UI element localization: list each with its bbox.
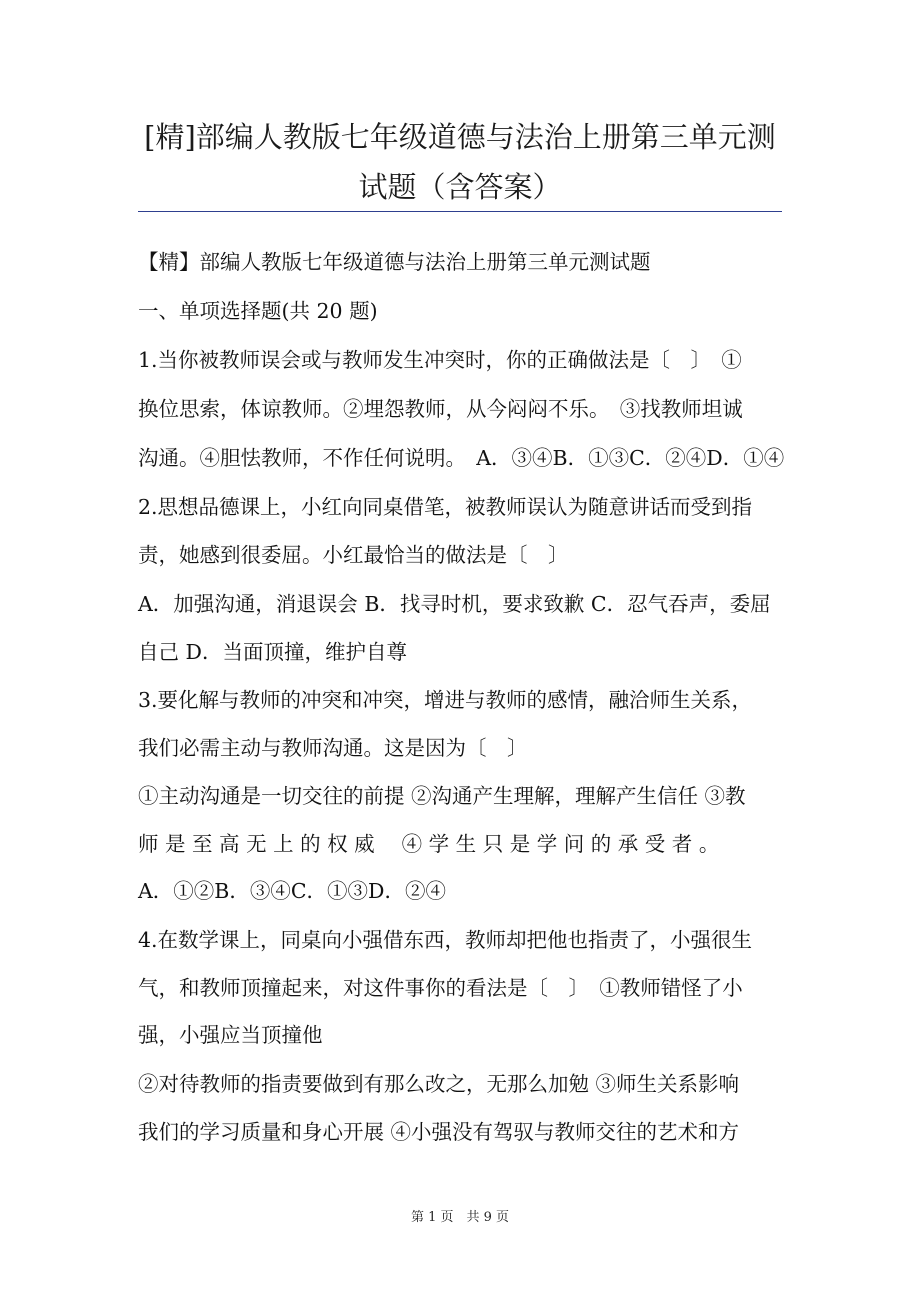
page-number: 第 1 页 共 9 页 <box>410 1210 510 1225</box>
body-line: 强，小强应当顶撞他 <box>138 1023 323 1047</box>
body-line: 沟通。④胆怯教师，不作任何说明。 A．③④B．①③C．②④D．①④ <box>138 446 785 470</box>
body-line: A．①②B．③④C．①③D．②④ <box>138 879 446 903</box>
body-line: ①主动沟通是一切交往的前提 ②沟通产生理解，理解产生信任 ③教 <box>138 784 746 808</box>
body-line: 我们必需主动与教师沟通。这是因为〔 〕 <box>138 736 528 760</box>
document-title <box>138 112 782 212</box>
section-heading: 一、单项选择题(共 20 题) <box>138 299 378 323</box>
body-line: 我们的学习质量和身心开展 ④小强没有驾驭与教师交往的艺术和方 <box>138 1120 740 1144</box>
body-line: 换位思索，体谅教师。②埋怨教师，从今闷闷不乐。 ③找教师坦诚 <box>138 397 743 421</box>
body-line: 4.在数学课上，同桌向小强借东西，教师却把他也指责了，小强很生 <box>138 928 753 952</box>
body-line: 2.思想品德课上，小红向同桌借笔，被教师误认为随意讲话而受到指 <box>138 495 753 519</box>
body-line: 自己 D．当面顶撞，维护自尊 <box>138 640 407 664</box>
body-line: 责，她感到很委屈。小红最恰当的做法是〔 〕 <box>138 543 569 567</box>
body-line: A．加强沟通，消退误会 B．找寻时机，要求致歉 C．忍气吞声，委屈 <box>138 592 771 616</box>
title-line-2: 试题（含答案） <box>358 170 562 204</box>
subtitle: 【精】部编人教版七年级道德与法治上册第三单元测试题 <box>138 250 651 274</box>
page-footer <box>0 1206 920 1225</box>
title-line-1: [精]部编人教版七年级道德与法治上册第三单元测 <box>144 120 776 154</box>
body-line: 1.当你被教师误会或与教师发生冲突时，你的正确做法是〔 〕 ① <box>138 348 742 372</box>
title-divider <box>138 211 782 212</box>
body-line: 师 是 至 高 无 上 的 权 威 ④ 学 生 只 是 学 问 的 承 受 者 。 <box>138 832 720 856</box>
body-line: 气，和教师顶撞起来，对这件事你的看法是〔 〕 ①教师错怪了小 <box>138 976 743 1000</box>
body-line: 3.要化解与教师的冲突和冲突，增进与教师的感情，融洽师生关系， <box>138 688 753 712</box>
body-line: ②对待教师的指责要做到有那么改之，无那么加勉 ③师生关系影响 <box>138 1072 740 1096</box>
